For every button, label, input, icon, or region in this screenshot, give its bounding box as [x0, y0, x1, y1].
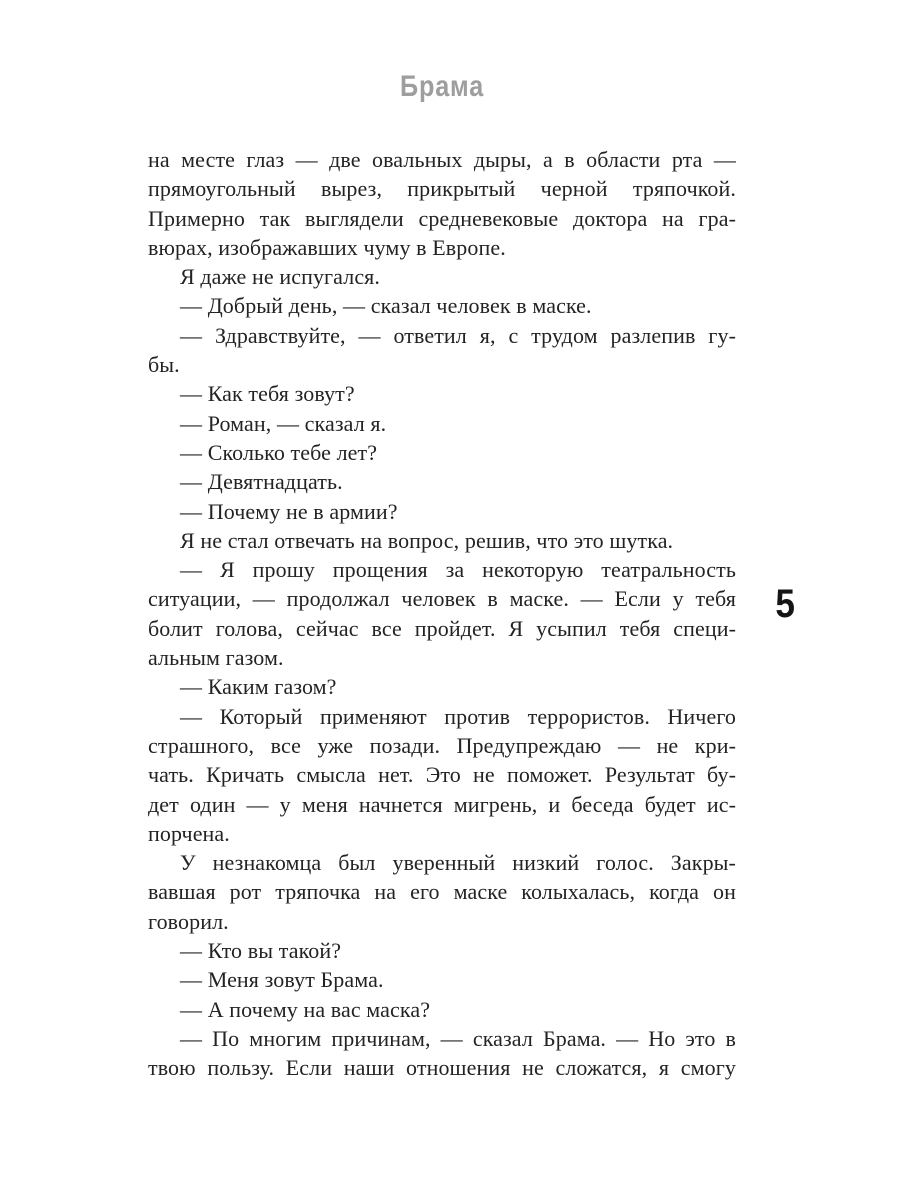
text-line: — Здравствуйте, — ответил я, с трудом разлепив гу-: [180, 322, 736, 348]
text-line: — Меня зовут Брама.: [180, 967, 384, 993]
text-line: — Который применяют против террористов. Ничего: [180, 703, 736, 729]
text-line: — По многим причинам, — сказал Брама. — Но это в: [180, 1025, 736, 1051]
text-line: ситуации, — продолжал человек в маске. — Если у тебя: [148, 586, 736, 612]
text-line: прямоугольный вырез, прикрытый черной тряпочкой.: [148, 176, 736, 202]
text-line: — Сколько тебе лет?: [180, 439, 378, 465]
text-line: дет один — у меня начнется мигрень, и беседа будет ис-: [148, 791, 736, 817]
text-line: Я даже не испугался.: [180, 264, 380, 290]
text-line: — Я прошу прощения за некоторую театральность: [180, 557, 736, 583]
page-number: [774, 584, 796, 624]
text-line: Я не стал отвечать на вопрос, решив, что это шутка.: [180, 527, 674, 553]
text-line: — Девятнадцать.: [180, 469, 343, 495]
text-line: чать. Кричать смысла нет. Это не поможет. Результат бу-: [148, 762, 736, 788]
text-line: порчена.: [148, 820, 230, 846]
text-line: болит голова, сейчас все пройдет. Я усыпил тебя специ-: [148, 615, 736, 641]
text-line: альным газом.: [148, 645, 284, 671]
text-line: — Роман, — сказал я.: [180, 410, 387, 436]
body-text: [148, 145, 736, 1083]
page-number-value: 5: [775, 582, 795, 626]
text-line: — Добрый день, — сказал человек в маске.: [180, 293, 592, 319]
text-line: — Каким газом?: [180, 674, 337, 700]
text-line: Примерно так выглядели средневековые доктора на гра-: [148, 205, 736, 231]
text-line: вюрах, изображавших чуму в Европе.: [148, 234, 506, 260]
running-header-title: Брама: [399, 70, 485, 103]
text-line: — Как тебя зовут?: [180, 381, 355, 407]
text-line: бы.: [148, 352, 180, 378]
text-line: говорил.: [148, 908, 229, 934]
text-line: — Почему не в армии?: [180, 498, 398, 524]
text-line: — А почему на вас маска?: [180, 996, 431, 1022]
text-line: страшного, все уже позади. Предупреждаю — не кри-: [148, 732, 736, 758]
text-line: на месте глаз — две овальных дыры, а в области рта —: [148, 147, 736, 172]
text-line: У незнакомца был уверенный низкий голос. Закры-: [180, 850, 736, 876]
text-line: твою пользу. Если наши отношения не сложатся, я смогу: [148, 1055, 736, 1081]
running-header: [148, 72, 736, 102]
text-line: вавшая рот тряпочка на его маске колыхалась, когда он: [148, 879, 736, 905]
text-line: — Кто вы такой?: [180, 938, 342, 964]
